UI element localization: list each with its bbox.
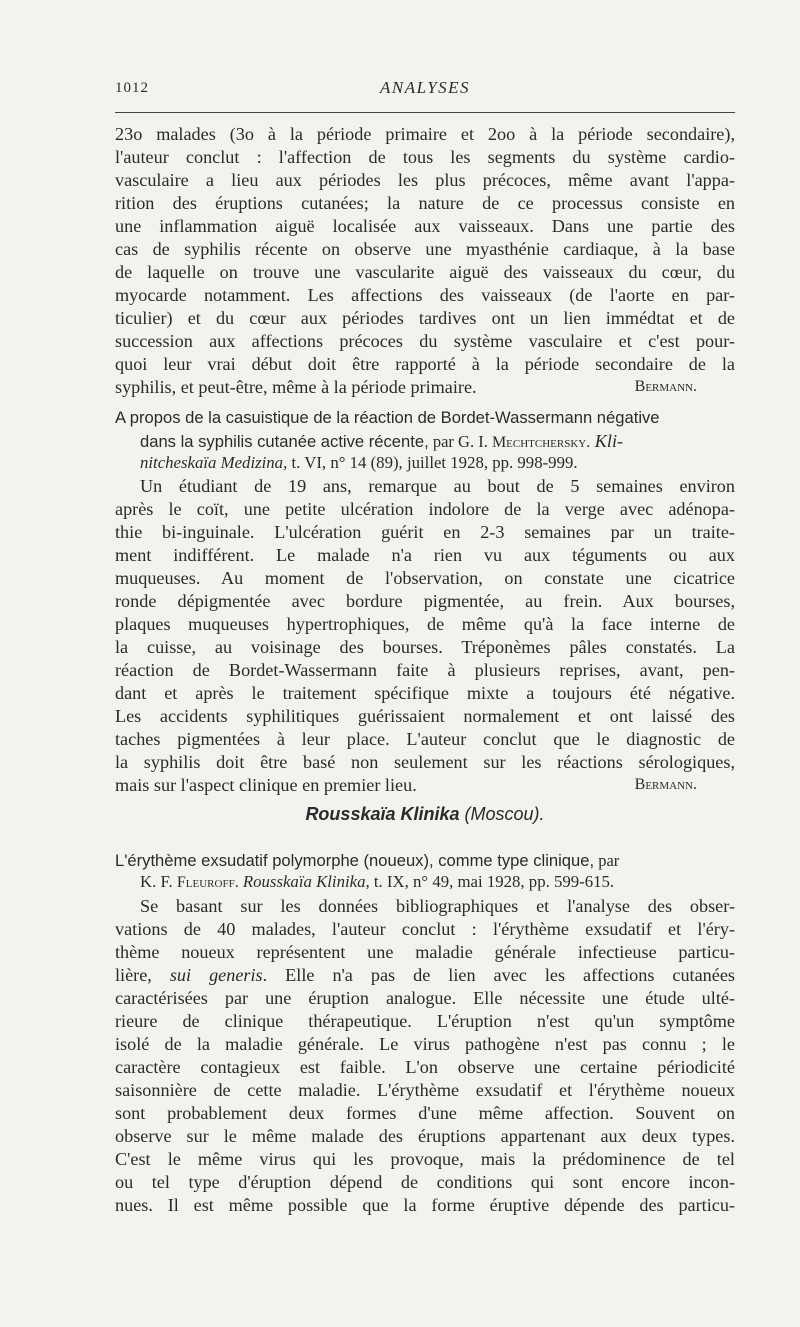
text-line: réaction de Bordet-Wassermann faite à plusieurs reprises, avant, pen-	[115, 660, 735, 680]
text-line: rieure de clinique thérapeutique. L'éruption n'est qu'un symptôme	[115, 1011, 735, 1031]
article-author: Mechtchersky.	[491, 434, 591, 451]
article-title-line	[140, 452, 735, 474]
paragraph-end-text: mais sur l'aspect clinique en premier lieu.	[115, 775, 417, 795]
text-line-last	[115, 774, 735, 796]
text-line: ment indifférent. Le malade n'a rien vu aux téguments ou aux	[115, 545, 735, 565]
text-line: myocarde notamment. Les affections des vaisseaux (de l'aorte en par-	[115, 285, 735, 305]
article-by: par G. I.	[428, 432, 492, 451]
text-line: rition des éruptions cutanées; la nature de ce processus consiste en	[115, 193, 735, 213]
page-header	[115, 80, 735, 102]
text-line: thie bi-inguinale. L'ulcération guérit en 2-3 semaines par un traite-	[115, 522, 735, 542]
citation-details: t. IX, n° 49, mai 1928, pp. 599-615.	[369, 872, 615, 891]
article-author: Fleuroff.	[176, 874, 239, 891]
author-initials: K. F.	[140, 872, 177, 891]
text-line: la cuisse, au voisinage des bourses. Tréponèmes pâles constatés. La	[115, 637, 735, 657]
text-line: plaques muqueuses hypertrophiques, de même qu'à la face interne de	[115, 614, 735, 634]
article-title-line: A propos de la casuistique de la réaction de Bordet-Wassermann négative	[115, 408, 660, 427]
text-line: de laquelle on trouve une vascularite aiguë des vaisseaux du cœur, du	[115, 262, 735, 282]
text-line: 23o malades (3o à la période primaire et 2oo à la période secondaire),	[115, 124, 735, 144]
text-line: vations de 40 malades, l'auteur conclut : l'érythème exsudatif et l'éry-	[115, 919, 735, 939]
article-title-bold: L'érythème exsudatif polymorphe (noueux), comme type clinique,	[115, 851, 595, 870]
running-title: ANALYSES	[379, 78, 471, 97]
text-line: caractère contagieux est faible. L'on observe une certaine périodicité	[115, 1057, 735, 1077]
text-line: après le coït, une petite ulcération indolore de la verge avec adénopa-	[115, 499, 735, 519]
text-line: la syphilis doit être basé non seulement sur les réactions sérologiques,	[115, 752, 735, 772]
journal-name: Rousskaïa Klinika,	[238, 872, 370, 891]
journal-name: nitcheskaïa Medizina,	[140, 453, 288, 472]
paragraph-end-text: syphilis, et peut-être, même à la période primaire.	[115, 377, 477, 397]
text-line: une inflammation aiguë localisée aux vaisseaux. Dans une partie des	[115, 216, 735, 236]
text-line: observe sur le même malade des éruptions appartenant aux deux types.	[115, 1126, 735, 1146]
section-title: Rousskaïa Klinika	[305, 804, 460, 824]
text-line: thème noueux représentent une maladie générale infectieuse particu-	[115, 942, 735, 962]
text-line: ticulier) et du cœur aux périodes tardives ont un lien immédtat et de	[115, 308, 735, 328]
journal-name: Kli-	[590, 431, 624, 451]
text-line: succession aux affections précoces du système vasculaire et c'est pour-	[115, 331, 735, 351]
text-line: lière, sui generis. Elle n'a pas de lien avec les affections cutanées	[115, 965, 735, 985]
text-line: Se basant sur les données bibliographiques et l'analyse des obser-	[140, 896, 735, 916]
page-number: 1012	[115, 80, 149, 96]
reviewer-signature: Bermann.	[634, 378, 697, 395]
article-title-bold: dans la syphilis cutanée active récente,	[140, 432, 429, 451]
header-rule	[115, 112, 735, 113]
section-heading	[115, 804, 735, 825]
text-line: Les accidents syphilitiques guérissaient normalement et ont laissé des	[115, 706, 735, 726]
citation-details: t. VI, n° 14 (89), juillet 1928, pp. 998-999.	[287, 453, 578, 472]
text-line: quoi leur vrai début doit être rapporté à la période secondaire de la	[115, 354, 735, 374]
reviewer-signature: Bermann.	[634, 776, 697, 793]
text-line: taches pigmentées à leur place. L'auteur conclut que le diagnostic de	[115, 729, 735, 749]
text-line: C'est le même virus qui les provoque, mais la prédominence de tel	[115, 1149, 735, 1169]
text-line: muqueuses. Au moment de l'observation, on constate une cicatrice	[115, 568, 735, 588]
text-line: sont probablement deux formes d'une même affection. Souvent on	[115, 1103, 735, 1123]
text-line: cas de syphilis récente on observe une myasthénie cardiaque, à la base	[115, 239, 735, 259]
text-line: ou tel type d'éruption dépend de conditions qui sont encore incon-	[115, 1172, 735, 1192]
article-title-line	[115, 849, 735, 871]
text-line: l'auteur conclut : l'affection de tous les segments du système cardio-	[115, 147, 735, 167]
text-line: dant et après le traitement spécifique mixte a toujours été négative.	[115, 683, 735, 703]
article-title-line	[140, 430, 735, 452]
text-line: vasculaire a lieu aux périodes les plus précoces, même avant l'appa-	[115, 170, 735, 190]
text-line: caractérisées par une éruption analogue. Elle nécessite une étude ulté-	[115, 988, 735, 1008]
section-place: (Moscou).	[464, 804, 545, 824]
article-by: par	[594, 851, 620, 870]
article-title-line	[140, 871, 735, 893]
text-line: ronde dépigmentée avec bordure pigmentée, au frein. Aux bourses,	[115, 591, 735, 611]
text-line: isolé de la maladie générale. Le virus pathogène n'est pas connu ; le	[115, 1034, 735, 1054]
text-line-last	[115, 376, 735, 398]
text-line: nues. Il est même possible que la forme éruptive dépende des particu-	[115, 1195, 735, 1215]
text-line: Un étudiant de 19 ans, remarque au bout de 5 semaines environ	[140, 476, 735, 496]
text-line: saisonnière de cette maladie. L'érythème exsudatif et l'érythème noueux	[115, 1080, 735, 1100]
